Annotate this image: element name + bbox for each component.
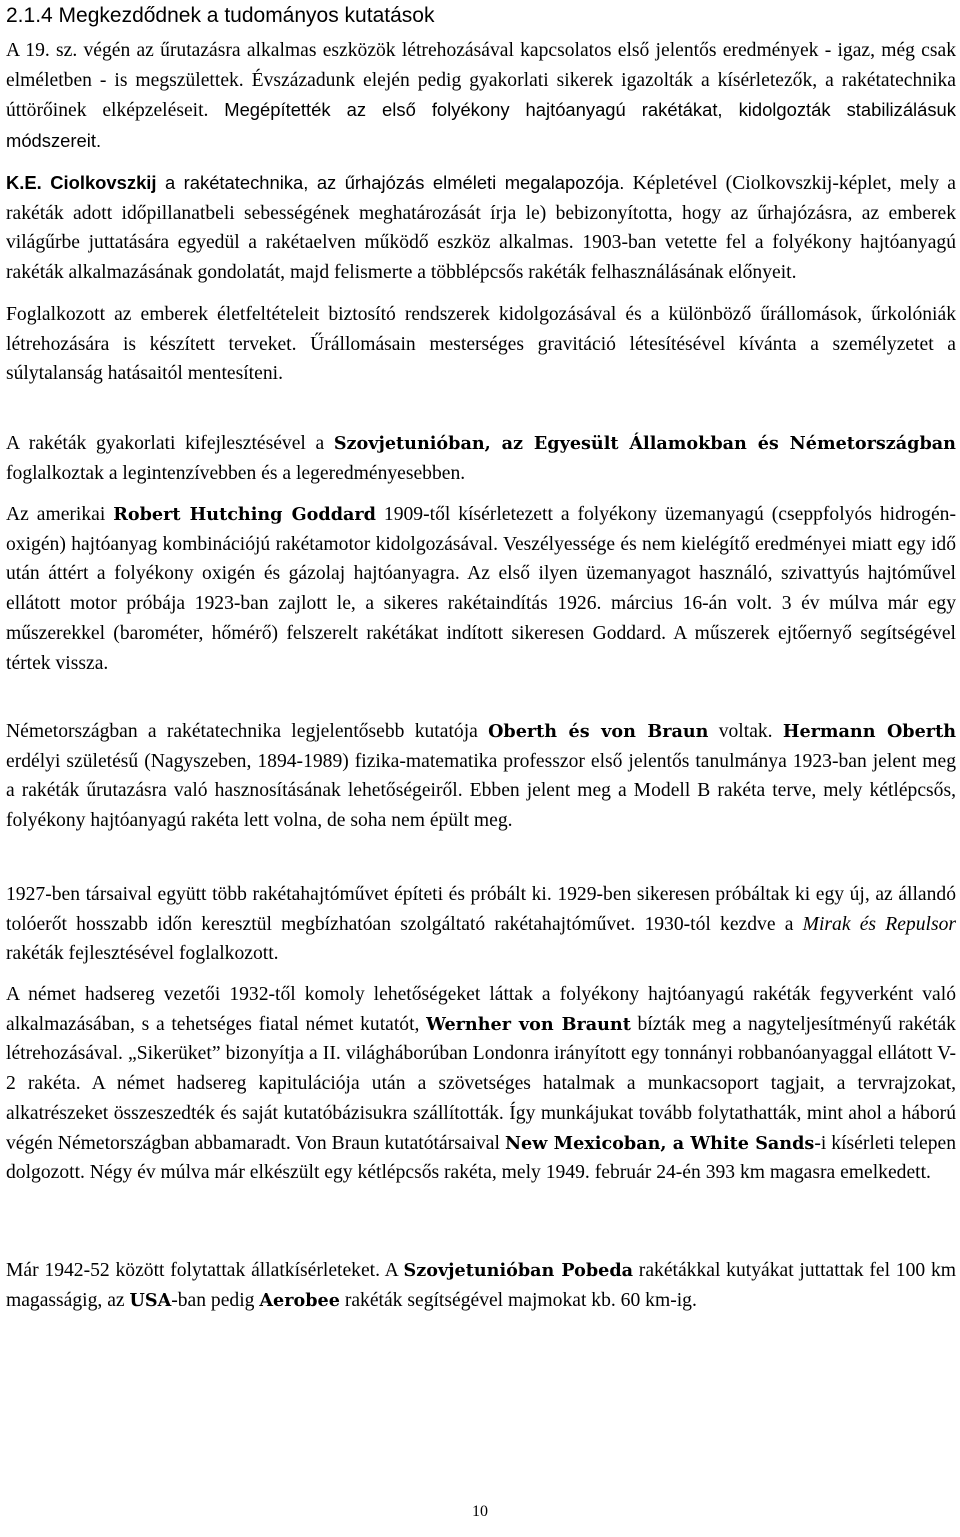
paragraph-text: 1909-től kísérletezett a folyékony üzemanyagú (cseppfolyós hidrogén-oxigén) hajtóanyag kombinációjú rakétamotor kidolgozásával. Veszélyessége és nem kielégítő eredményei miatt egy idő után áttért a folyékony oxigén és gázolaj hajtóanyagra. Az első ilyen üzemanyagot használó, szivattyús hajtóművel ellátott motor próbája 1923-ban zajlott le, a sikeres rakétaindítás 1926. március 16-án volt. 3 év múlva már egy műszerekkel (barométer, hőmérő) felszerelt rakétákat indított sikeresen Goddard. A műszerek ejtőernyő segítségével tértek vissza. [6,504,956,674]
paragraph-text: A német hadsereg vezetői 1932-től komoly lehetőségeket láttak a folyékony hajtóanyagú rakéták fegyverként való alkalmazásában, s a tehetséges fiatal német kutatót, [6,984,956,1035]
paragraph-text-sans: a rakétatechnika, az űrhajózás elméleti megalapozója. [156,172,625,193]
section-heading: 2.1.4 Megkezdődnek a tudományos kutatások [6,4,435,27]
paragraph-text: rakéták fejlesztésével foglalkozott. [6,943,279,965]
paragraph-text: bízták meg a nagyteljesítményű rakéták létrehozásával. „Sikerüket” bizonyítja a II. világháborúban Londonra irányított egy tonnányi robbanóanyaggal ellátott V-2 rakéta. A német hadsereg kapitulációja után a szövetséges hatalmak a munkacsoport tagjait, a tervrajzokat, alkatrészeket összeszedték és saját kutatóbázisukra szállították. Így munkájukat tovább folytathatták, mint ahol a háború végén Németországban abbamaradt. Von Braun kutatótársaival [6,1013,956,1154]
paragraph-oberth [6,717,956,836]
paragraph-text: rakéták segítségével majmokat kb. 60 km-ig. [339,1289,697,1311]
paragraph-text-sans: Megépítették az első folyékony hajtóanyagú rakétákat, kidolgozták stabilizálásuk módszereit. [6,99,956,152]
paragraph-text: rakétákkal kutyákat juttattak fel 100 km magasságig, az [6,1260,956,1311]
emphasis-aerobee: Aerobee [259,1289,340,1311]
paragraph-goddard [6,500,956,678]
paragraph-von-braun [6,980,956,1188]
paragraph-text: Már 1942-52 között folytattak állatkísérleteket. A [6,1260,404,1281]
paragraph-text: A rakéták gyakorlati kifejlesztésével a [6,433,334,454]
emphasis-pobeda: Szovjetunióban Pobeda [403,1260,634,1281]
page-number: 10 [472,1503,488,1520]
paragraph-text: voltak. [708,721,783,742]
paragraph-engines [6,880,956,969]
paragraph-text: Az amerikai [6,504,114,525]
paragraph-space-stations: Foglalkozott az emberek életfeltételeit biztosító rendszerek kidolgozásával és a különböző űrállomások, űrkolóniák létrehozására is készített terveket. Űrállomásain mesterséges gravitáció létesítésével kívánta a személyzetet a súlytalanság hatásaitól mentesíteni. [6,304,956,385]
paragraph-text: -i kísérleti telepen dolgozott. Négy év múlva már elkészült egy kétlépcsős rakéta, mely 1949. február 24-én 393 km magasra emelkedett. [6,1132,957,1184]
paragraph-text: erdélyi születésű (Nagyszeben, 1894-1989) fizika-matematika professzor első jelentős tanulmánya 1923-ban jelent meg a rakéták űrutazásra való hasznosításának lehetőségeiről. Ebben jelent meg a Modell B rakéta terve, mely kétlépcsős, folyékony hajtóanyagú rakéta lett volna, de soha nem épült meg. [6,750,956,832]
emphasis-countries: Szovjetunióban, az Egyesült Államokban és Németországban [333,433,956,454]
paragraph-text: A 19. sz. végén az űrutazásra alkalmas eszközök létrehozásával kapcsolatos első jelentős eredmények - igaz, még csak elméletben - is megszülettek. Évszázadunk elején pedig gyakorlati sikerek igazolták a kísérletezők, a rakétatechnika úttörőinek elképzeléseit. [6,40,956,122]
name-goddard: Robert Hutching Goddard [113,504,376,525]
paragraph-text: Németországban a rakétatechnika legjelentősebb kutatója [6,721,489,742]
name-hermann-oberth: Hermann Oberth [782,721,956,742]
paragraph-ciolkovszkij [6,168,956,288]
paragraph-text: foglalkoztak a legintenzívebben és a legeredményesebben. [6,462,466,484]
emphasis-usa: USA [129,1289,172,1311]
name-wernher-von-braun: Wernher von Braunt [426,1013,631,1035]
paragraph-animal-tests [6,1256,956,1315]
paragraph-text: -ban pedig [171,1289,260,1311]
place-white-sands: New Mexicoban, a White Sands [504,1132,815,1154]
paragraph-text: Képletével (Ciolkovszkij-képlet, mely a rakéták adott időpillanatbeli sebességének meghatározását írja le) bebizonyította, hogy az űrhajózásra, az emberek világűrbe juttatására egyedül a rakétaelven működő eszköz alkalmas. 1903-ban vetette fel a folyékony hajtóanyagú rakéták alkalmazásának gondolatát, majd felismerte a többlépcsős rakéták felhasználásának előnyeit. [6,173,956,284]
paragraph-rocket-development [6,429,956,488]
names-oberth-braun: Oberth és von Braun [488,721,709,742]
name-ciolkovszkij: K.E. Ciolkovszkij [6,172,157,193]
paragraph-early-results [6,36,956,157]
paragraph-text: 1927-ben társaival együtt több rakétahajtóművet építeti és próbált ki. 1929-ben sikeresen próbáltak ki egy új, az állandó tolóerőt hosszabb időn keresztül megbízhatóan szolgáltató rakétahajtóművet. 1930-tól kezdve a [6,884,956,935]
rocket-names-italic: Mirak és Repulsor [802,913,956,935]
